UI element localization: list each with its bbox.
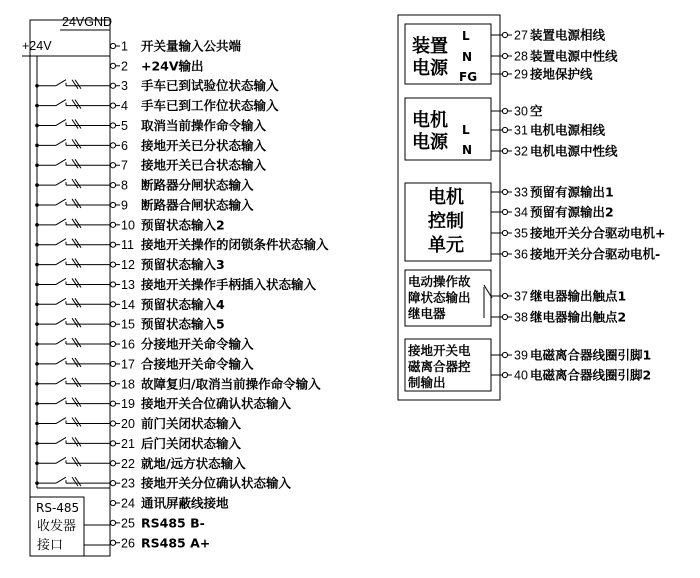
terminal-number: 1 [121, 39, 128, 54]
left-terminal-row [35, 78, 279, 93]
optocoupler-mark [75, 437, 81, 446]
terminal-label: 前门关闭状态输入 [141, 416, 242, 432]
device-power-l: L [462, 29, 470, 43]
optocoupler-mark [75, 100, 81, 109]
left-terminal-row [35, 436, 241, 451]
terminal-circle [110, 202, 115, 207]
terminal-number: 21 [121, 436, 135, 451]
left-terminal-row [35, 118, 266, 133]
optocoupler-mark [72, 139, 78, 148]
switch-blade [56, 119, 66, 125]
optocoupler-mark [72, 298, 78, 307]
left-terminal-row [35, 257, 225, 272]
terminal-number: 11 [121, 238, 134, 253]
terminal-number: 12 [121, 258, 135, 273]
switch-blade [56, 338, 66, 344]
right-terminal-row [491, 226, 665, 241]
right-terminal-row [491, 144, 618, 159]
terminal-circle [110, 262, 115, 267]
terminal-number: 30 [514, 104, 528, 119]
right-terminal-rows [491, 28, 665, 383]
terminal-circle [502, 71, 507, 76]
left-terminal-row [35, 416, 241, 431]
terminal-circle [502, 314, 507, 319]
switch-blade [56, 80, 66, 86]
clutch-line3: 制输出 [408, 375, 446, 390]
optocoupler-mark [75, 80, 81, 89]
switch-blade [56, 100, 66, 106]
optocoupler-mark [75, 418, 81, 427]
terminal-number: 31 [514, 123, 528, 138]
terminal-circle [110, 381, 115, 386]
right-terminal-row [491, 247, 660, 262]
terminal-label: 取消当前操作命令输入 [141, 117, 267, 133]
terminal-number: 8 [121, 178, 128, 193]
optocoupler-mark [75, 318, 81, 327]
terminal-number: 28 [514, 49, 528, 64]
terminal-number: 23 [121, 476, 135, 491]
clutch-line2: 磁离合器控 [408, 359, 471, 374]
left-terminal-row [35, 178, 254, 193]
rs485-line2: 收发器 [37, 519, 77, 534]
terminal-label: 预留有源输出2 [530, 204, 614, 220]
terminal-number: 25 [121, 516, 135, 531]
left-terminal-row [35, 217, 225, 232]
switch-blade [56, 219, 66, 225]
optocoupler-mark [75, 378, 81, 387]
terminal-number: 6 [121, 138, 128, 153]
terminal-number: 4 [121, 99, 128, 114]
terminal-label: 手车已到工作位状态输入 [141, 98, 279, 114]
fault-relay-line3: 继电器 [408, 306, 446, 321]
terminal-label: 分接地开关命令输入 [141, 336, 254, 352]
optocoupler-mark [72, 259, 78, 268]
terminal-label: 后门关闭状态输入 [141, 435, 242, 451]
left-terminal-row [35, 317, 225, 332]
terminal-label: 断路器合闸状态输入 [141, 197, 254, 213]
left-terminal-rows [35, 39, 329, 551]
terminal-number: 7 [121, 158, 128, 173]
switch-blade [56, 139, 66, 145]
terminal-number: 14 [121, 297, 135, 312]
terminal-label: 装置电源中性线 [530, 48, 618, 64]
terminal-number: 32 [514, 144, 528, 159]
left-terminal-row [35, 98, 279, 113]
left-terminal-row [35, 396, 291, 411]
left-terminal-row [35, 297, 225, 312]
left-terminal-row [35, 337, 254, 352]
terminal-label: 接地开关分合驱动电机- [530, 246, 661, 262]
terminal-label: 预留状态输入4 [141, 296, 225, 312]
optocoupler-mark [75, 358, 81, 367]
motor-control-line2: 控制 [428, 211, 464, 232]
optocoupler-mark [72, 398, 78, 407]
terminal-circle [110, 242, 115, 247]
terminal-number: 3 [121, 79, 128, 94]
terminal-number: 22 [121, 456, 135, 471]
optocoupler-mark [72, 437, 78, 446]
terminal-circle [502, 32, 507, 37]
terminal-label: 空 [530, 103, 543, 119]
terminal-label: 就地/远方状态输入 [141, 455, 246, 471]
motor-power-l: L [462, 123, 470, 137]
motor-control-line1: 电机 [428, 187, 464, 208]
optocoupler-mark [75, 259, 81, 268]
switch-blade [56, 358, 66, 364]
terminal-circle [110, 222, 115, 227]
right-terminal-row [491, 289, 626, 304]
terminal-circle [110, 43, 115, 48]
left-terminal-row [35, 197, 254, 212]
switch-blade [56, 179, 66, 185]
terminal-number: 26 [121, 536, 135, 551]
terminal-number: 34 [514, 205, 528, 220]
terminal-label: 预留状态输入2 [141, 217, 225, 233]
terminal-number: 9 [121, 198, 128, 213]
motor-power-n: N [462, 143, 473, 157]
switch-blade [56, 199, 66, 205]
motor-power-title2: 电源 [412, 132, 448, 153]
optocoupler-mark [72, 100, 78, 109]
terminal-number: 18 [121, 377, 135, 392]
terminal-number: 24 [121, 496, 135, 511]
terminal-circle [502, 148, 507, 153]
optocoupler-mark [75, 179, 81, 188]
optocoupler-mark [72, 219, 78, 228]
terminal-circle [110, 302, 115, 307]
terminal-number: 16 [121, 337, 135, 352]
terminal-number: 15 [121, 317, 135, 332]
terminal-circle [502, 53, 507, 58]
terminal-label: 装置电源相线 [530, 27, 606, 43]
switch-blade [56, 477, 66, 483]
terminal-number: 33 [514, 185, 528, 200]
terminal-circle [110, 282, 115, 287]
switch-blade [56, 457, 66, 463]
left-terminal-row [35, 158, 266, 173]
terminal-label: 接地开关已分状态输入 [141, 137, 267, 153]
gnd-24v-label: 24VGND [62, 15, 113, 29]
optocoupler-mark [75, 398, 81, 407]
optocoupler-mark [72, 418, 78, 427]
left-terminal-row [35, 277, 316, 292]
optocoupler-mark [72, 179, 78, 188]
terminal-number: 35 [514, 226, 528, 241]
optocoupler-mark [75, 119, 81, 128]
terminal-circle [502, 108, 507, 113]
terminal-circle [110, 63, 115, 68]
terminal-label: 开关量输入公共端 [141, 38, 242, 54]
terminal-circle [110, 421, 115, 426]
terminal-number: 27 [514, 28, 528, 43]
terminal-label: 继电器输出触点2 [530, 309, 627, 325]
switch-blade [56, 437, 66, 443]
switch-blade [56, 418, 66, 424]
optocoupler-mark [72, 457, 78, 466]
optocoupler-mark [72, 119, 78, 128]
terminal-number: 37 [514, 289, 528, 304]
terminal-label: 接地保护线 [530, 66, 593, 82]
right-terminal-row [491, 185, 614, 200]
right-terminal-row [491, 49, 618, 64]
optocoupler-mark [72, 159, 78, 168]
terminal-circle [502, 230, 507, 235]
terminal-circle [110, 83, 115, 88]
optocoupler-mark [72, 477, 78, 486]
right-terminal-row [491, 104, 543, 119]
left-terminal-row [35, 237, 329, 252]
terminal-circle [110, 520, 115, 525]
optocoupler-mark [72, 378, 78, 387]
terminal-label: 预留状态输入3 [141, 257, 225, 273]
optocoupler-mark [72, 80, 78, 89]
optocoupler-mark [75, 199, 81, 208]
terminal-circle [110, 481, 115, 486]
terminal-circle [502, 293, 507, 298]
terminal-number: 29 [514, 67, 528, 82]
switch-blade [56, 298, 66, 304]
terminal-circle [110, 123, 115, 128]
terminal-label: 接地开关分合驱动电机+ [530, 225, 666, 241]
left-terminal-row [35, 356, 254, 371]
left-terminal-row [110, 39, 241, 54]
terminal-label: 电机电源相线 [530, 122, 606, 138]
terminal-label: 故障复归/取消当前操作命令输入 [141, 376, 321, 392]
terminal-circle [110, 540, 115, 545]
rs485-line3: 接口 [37, 538, 64, 553]
right-terminal-row [491, 368, 651, 383]
terminal-circle [110, 401, 115, 406]
terminal-label: 预留有源输出1 [530, 184, 614, 200]
terminal-circle [110, 143, 115, 148]
switch-blade [56, 159, 66, 165]
right-terminal-row [491, 67, 593, 82]
terminal-label: 接地开关已合状态输入 [141, 157, 267, 173]
terminal-circle [110, 361, 115, 366]
terminal-label: 继电器输出触点1 [530, 288, 627, 304]
right-terminal-row [491, 123, 606, 138]
terminal-label: 接地开关合位确认状态输入 [141, 396, 292, 412]
optocoupler-mark [75, 159, 81, 168]
optocoupler-mark [75, 457, 81, 466]
terminal-circle [110, 322, 115, 327]
terminal-label: 合接地开关命令输入 [141, 356, 254, 372]
terminal-circle [110, 461, 115, 466]
plus-24v-label: +24V [22, 39, 52, 53]
terminal-label: 电磁离合器线圈引脚2 [530, 367, 652, 383]
terminal-number: 5 [121, 118, 128, 133]
terminal-circle [502, 209, 507, 214]
terminal-label: 电磁离合器线圈引脚1 [530, 347, 652, 363]
terminal-label: +24V输出 [141, 58, 204, 74]
left-terminal-row [35, 138, 266, 153]
device-power-fg: FG [459, 70, 478, 84]
terminal-number: 38 [514, 310, 528, 325]
left-terminal-row [35, 376, 321, 391]
terminal-circle [502, 352, 507, 357]
terminal-circle [110, 341, 115, 346]
optocoupler-mark [75, 338, 81, 347]
switch-blade [56, 259, 66, 265]
terminal-number: 39 [514, 348, 528, 363]
fault-relay-line1: 电动操作故 [408, 274, 471, 289]
device-power-title1: 装置 [412, 36, 448, 57]
optocoupler-mark [72, 278, 78, 287]
switch-blade [56, 378, 66, 384]
optocoupler-mark [72, 199, 78, 208]
rs485-line1: RS-485 [36, 501, 80, 515]
switch-blade [56, 398, 66, 404]
terminal-number: 2 [121, 59, 128, 74]
clutch-line1: 接地开关电 [408, 343, 471, 358]
left-terminal-row [110, 58, 203, 73]
motor-power-title1: 电机 [412, 110, 448, 131]
terminal-label: 接地开关分位确认状态输入 [141, 475, 292, 491]
terminal-circle [502, 189, 507, 194]
switch-blade [56, 239, 66, 245]
optocoupler-mark [72, 338, 78, 347]
left-terminal-row [35, 456, 246, 471]
terminal-number: 19 [121, 397, 135, 412]
left-terminal-row [110, 496, 229, 511]
terminal-number: 40 [514, 368, 528, 383]
terminal-number: 13 [121, 277, 135, 292]
switch-blade [56, 318, 66, 324]
optocoupler-mark [75, 219, 81, 228]
terminal-label: 预留状态输入5 [141, 316, 225, 332]
terminal-label: RS485 A+ [141, 535, 211, 551]
terminal-label: 通讯屏蔽线接地 [141, 495, 229, 511]
terminal-circle [110, 103, 115, 108]
device-power-n: N [462, 50, 473, 64]
terminal-number: 20 [121, 417, 135, 432]
fault-relay-line2: 障状态输出 [408, 290, 471, 305]
terminal-number: 36 [514, 247, 528, 262]
optocoupler-mark [75, 298, 81, 307]
left-terminal-row [110, 515, 204, 530]
terminal-circle [110, 163, 115, 168]
optocoupler-mark [72, 358, 78, 367]
terminal-number: 17 [121, 357, 135, 372]
right-terminal-row [491, 205, 614, 220]
left-terminal-row [110, 535, 210, 550]
terminal-label: 手车已到试验位状态输入 [141, 78, 279, 94]
terminal-label: RS485 B- [141, 515, 205, 531]
optocoupler-mark [75, 278, 81, 287]
terminal-circle [502, 372, 507, 377]
right-terminal-row [491, 28, 606, 43]
optocoupler-mark [72, 318, 78, 327]
terminal-label: 断路器分闸状态输入 [141, 177, 254, 193]
terminal-circle [110, 500, 115, 505]
optocoupler-mark [75, 139, 81, 148]
device-power-title2: 电源 [412, 58, 448, 79]
terminal-circle [502, 127, 507, 132]
right-terminal-row [491, 310, 626, 325]
terminal-circle [110, 182, 115, 187]
optocoupler-mark [75, 477, 81, 486]
terminal-circle [110, 441, 115, 446]
terminal-label: 接地开关操作手柄插入状态输入 [141, 276, 317, 292]
terminal-number: 10 [121, 218, 135, 233]
optocoupler-mark [72, 239, 78, 248]
terminal-label: 接地开关操作的闭锁条件状态输入 [141, 237, 329, 253]
optocoupler-mark [75, 239, 81, 248]
switch-blade [56, 278, 66, 284]
right-terminal-row [491, 348, 651, 363]
terminal-circle [502, 251, 507, 256]
terminal-label: 电机电源中性线 [530, 143, 618, 159]
motor-control-line3: 单元 [428, 235, 464, 256]
